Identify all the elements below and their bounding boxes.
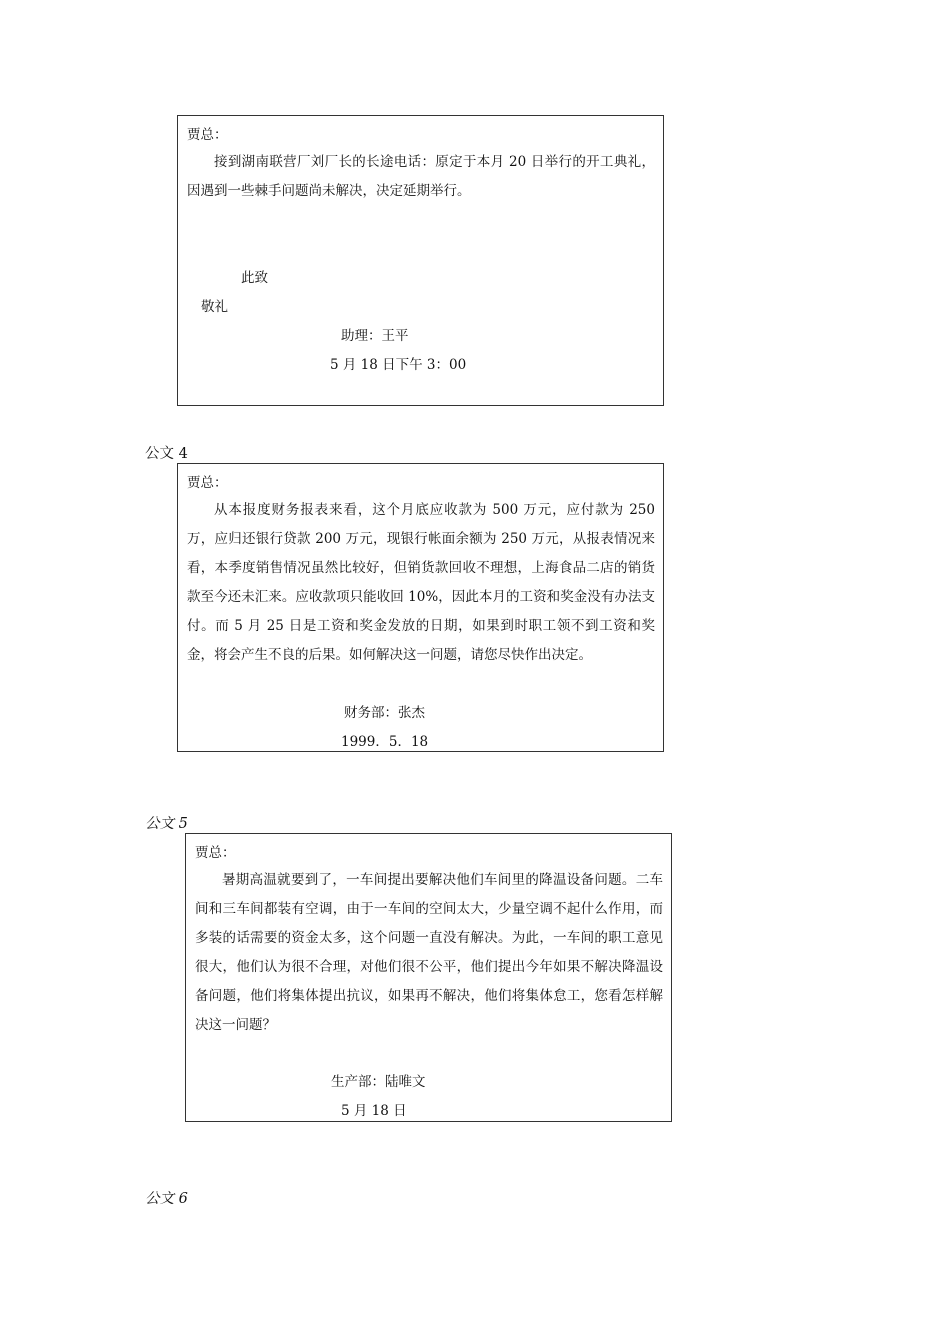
memo-4-heading: 公文 4 xyxy=(145,446,188,462)
memo-5-box xyxy=(185,833,672,1122)
memo-4-salutation: 贾总： xyxy=(187,475,228,491)
memo-3-body: 接到湖南联营厂刘厂长的长途电话：原定于本月 20 日举行的开工典礼，因遇到一些棘手问题尚未解决，决定延期举行。 xyxy=(187,154,655,199)
memo-5-body: 暑期高温就要到了，一车间提出要解决他们车间里的降温设备问题。二车间和三车间都装有空调，由于一车间的空间太大，少量空调不起什么作用，而多装的话需要的资金太多，这个问题一直没有解决。为此，一车间的职工意见很大，他们认为很不合理，对他们很不公平，他们提出今年如果不解决降温设备问题，他们将集体提出抗议，如果再不解决，他们将集体怠工，您看怎样解决这一问题？ xyxy=(195,872,663,1033)
memo-3-date: 5 月 18 日下午 3：00 xyxy=(330,357,467,373)
memo-3-signature: 助理：王平 xyxy=(341,328,409,344)
memo-5-heading: 公文 5 xyxy=(145,816,188,832)
memo-5-salutation: 贾总： xyxy=(195,845,236,861)
memo-3-closing-2: 敬礼 xyxy=(201,299,228,315)
memo-4-box xyxy=(177,463,664,752)
memo-4-body: 从本报度财务报表来看，这个月底应收款为 500 万元，应付款为 250 万，应归还银行贷款 200 万元，现银行帐面余额为 250 万元，从报表情况来看，本季度销售情况虽然比较好，但销货款回收不理想，上海食品二店的销货款至今还未汇来。应收款项只能收回 10%，因此本月的工资和奖金没有办法支付。而 5 月 25 日是工资和奖金发放的日期，如果到时职工领不到工资和奖金，将会产生不良的后果。如何解决这一问题，请您尽快作出决定。 xyxy=(187,502,655,663)
memo-5-signature: 生产部：陆唯文 xyxy=(331,1074,426,1090)
memo-3-closing-1: 此致 xyxy=(241,270,268,286)
memo-3-salutation: 贾总： xyxy=(187,127,228,143)
memo-6-heading: 公文 6 xyxy=(145,1191,188,1207)
memo-4-date: 1999．5．18 xyxy=(341,734,429,750)
memo-5-date: 5 月 18 日 xyxy=(341,1103,407,1119)
memo-3-box xyxy=(177,115,664,406)
memo-4-signature: 财务部：张杰 xyxy=(344,705,425,721)
